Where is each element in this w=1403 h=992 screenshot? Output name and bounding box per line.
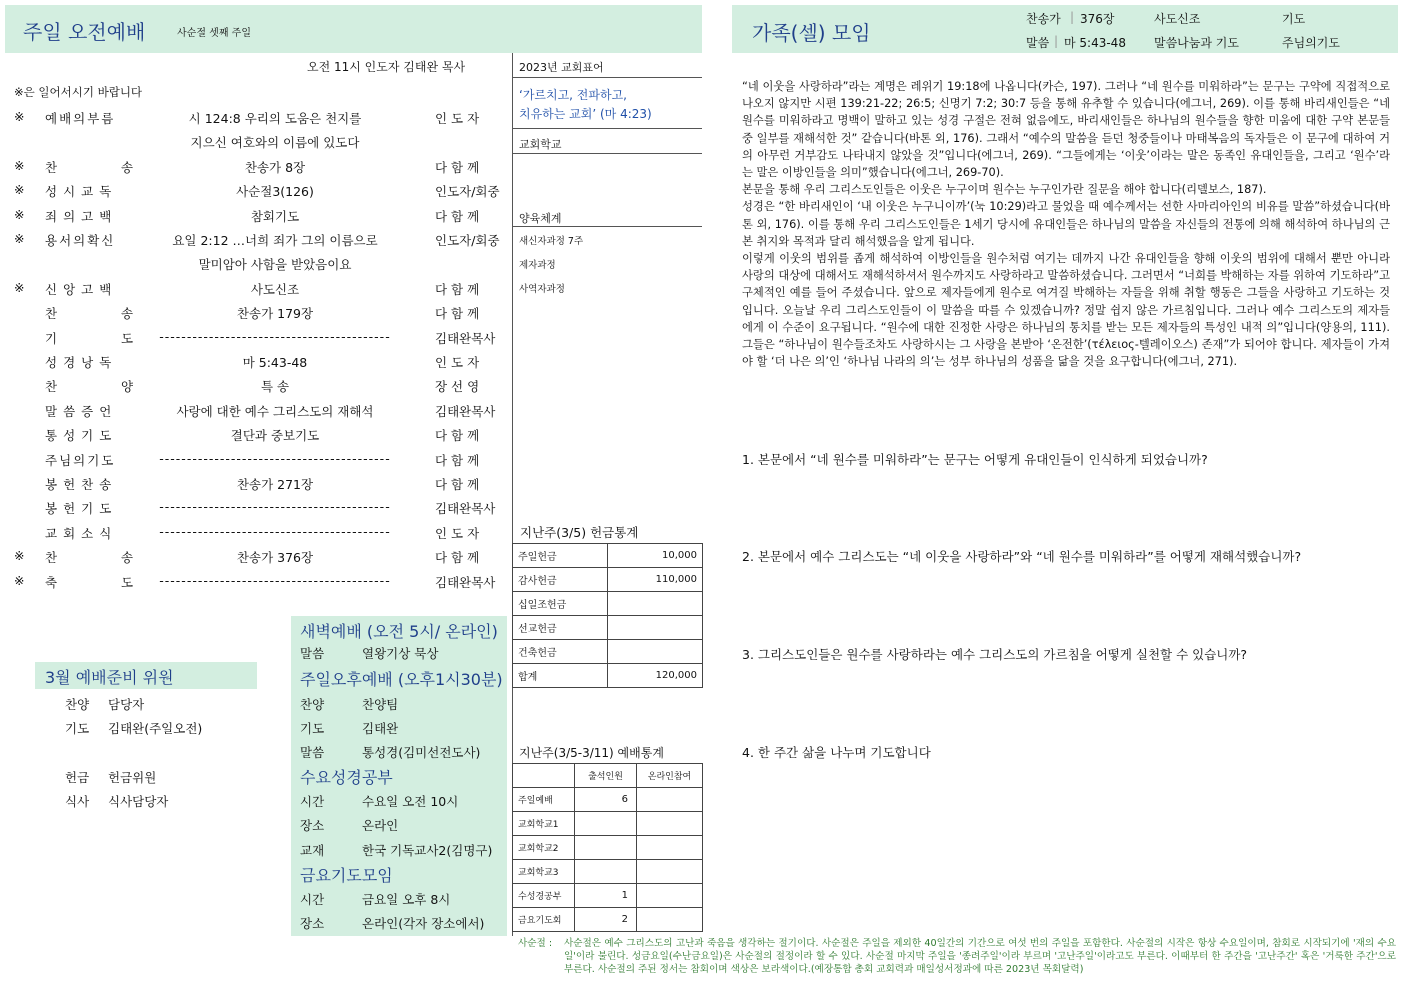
meeting-key: 찬양 (300, 697, 325, 712)
worship-row (0, 251, 512, 275)
prep-value: 헌금위원 (108, 770, 157, 785)
item-content: 찬송가 179장 (236, 306, 314, 322)
training-item: 새신자과정 7주 (519, 236, 584, 247)
offering-label: 주일헌금 (513, 544, 608, 568)
meeting-value: 열왕기상 묵상 (362, 646, 439, 661)
item-leader: 다 함 께 (435, 306, 480, 322)
item-content: 요일 2:12 …너희 죄가 그의 이름으로 (172, 233, 378, 248)
item-leader: 김태완목사 (435, 501, 496, 517)
item-name: 봉헌찬송 (45, 477, 118, 492)
item-name: 통성기도 (45, 428, 118, 444)
meeting-value: 통성경(김미선전도사) (362, 745, 481, 760)
offering-title: 지난주(3/5) 헌금통계 (520, 525, 639, 540)
attendance-online (637, 908, 703, 932)
meeting-key: 시간 (300, 794, 325, 809)
wed-title: 수요성경공부 (300, 768, 393, 787)
lent-text: 사순절은 예수 그리스도의 고난과 죽음을 생각하는 절기이다. 사순절은 주일을 제외한 40일간의 기간으로 여섯 번의 주일을 포함한다. 사순절의 시작은 항상 수요일이며, 참회로 시작되기에 '재의 수요일'이라 불린다. 성금요일(수난금요일)은 사순절의 절정이라 할 수 있다. 사순절 마지막 주일을 '종려주일'이라 부르며 '고난주일'이라고도 부른다. 이때부터 한 주간을 '고난주간' 혹은 '거룩한 주간'으로 부른다. 사순절의 주된 정서는 참회이며 색상은 보라색이다.(예장통합 총회 교회력과 매일성서정과에 따른 2023년 목회달력) (564, 938, 1396, 975)
item-content: 찬송가 376장 (236, 550, 314, 566)
worship-row (0, 203, 512, 227)
attendance-label: 주일예배 (513, 788, 575, 812)
worship-row (0, 276, 512, 300)
attendance-online (637, 884, 703, 908)
service-subtitle: 사순절 셋째 주일 (177, 28, 251, 39)
item-name: 찬 송 (45, 550, 164, 566)
attendance-row (513, 836, 703, 860)
item-name: 용서의확신 (45, 233, 116, 248)
attendance-table (512, 763, 703, 932)
training-divider (512, 226, 702, 227)
star: ※ (14, 548, 25, 564)
worship-row (0, 373, 512, 397)
cell-hymn-label: 찬송가 (1026, 12, 1061, 26)
item-name: 찬 양 (45, 379, 164, 395)
attendance-row (513, 884, 703, 908)
cell-prayer: 기도 (1282, 12, 1306, 26)
item-leader: 인 도 자 (435, 525, 480, 541)
item-name: 봉헌기도 (45, 501, 118, 517)
meeting-key: 말씀 (300, 745, 325, 760)
item-leader: 인도자/회중 (435, 233, 500, 248)
star: ※ (14, 231, 25, 246)
meeting-value: 수요일 오전 10시 (362, 794, 459, 809)
item-name: 찬 송 (45, 306, 164, 322)
question-3: 3. 그리스도인들은 원수를 사랑하라는 예수 그리스도의 가르침을 어떻게 실천할 수 있습니까? (742, 647, 1248, 662)
cell-creed: 사도신조 (1154, 12, 1201, 26)
item-content: ------------------------------------------ (159, 523, 391, 539)
attendance-present (575, 812, 637, 836)
item-name: 기 도 (45, 330, 164, 346)
motto-year: 2023년 교회표어 (519, 61, 604, 74)
item-content: 찬송가 8장 (244, 159, 306, 175)
worship-row (0, 569, 512, 593)
training-item: 제자과정 (519, 260, 556, 271)
attendance-label: 교회학교3 (513, 860, 575, 884)
attendance-present: 1 (575, 884, 637, 908)
cell-sep: | (1070, 10, 1075, 24)
cell-sep2: | (1054, 34, 1059, 48)
item-leader: 다 함 께 (435, 428, 480, 444)
item-leader: 다 함 께 (435, 208, 480, 224)
offering-table (512, 543, 703, 688)
meeting-key: 시간 (300, 892, 325, 907)
offering-label: 건축헌금 (513, 640, 608, 664)
school-divider-top (512, 128, 702, 129)
cell-lords-prayer: 주님의기도 (1282, 36, 1340, 50)
item-content: 마 5:43-48 (242, 355, 308, 370)
meeting-key: 장소 (300, 818, 325, 833)
item-leader: 다 함 께 (435, 159, 480, 175)
service-header (5, 5, 702, 53)
item-content: ------------------------------------------ (159, 328, 391, 344)
prep-header (35, 662, 257, 689)
item-name: 찬 송 (45, 159, 164, 175)
worship-row (0, 544, 512, 568)
star: ※ (14, 109, 25, 124)
item-content: 참회기도 (250, 208, 300, 224)
attendance-header-row (513, 764, 703, 788)
attendance-present (575, 836, 637, 860)
attendance-label: 교회학교2 (513, 836, 575, 860)
item-name: 성시교독 (45, 184, 118, 200)
item-name: 성경낭독 (45, 355, 118, 370)
item-name: 신앙고백 (45, 281, 118, 297)
prep-value: 김태완(주일오전) (108, 721, 203, 736)
item-leader: 김태완목사 (435, 403, 496, 419)
offering-label: 합계 (513, 664, 608, 688)
worship-row (0, 227, 512, 251)
meeting-value: 한국 기독교사2(김명구) (362, 843, 493, 858)
attendance-label: 금요기도회 (513, 908, 575, 932)
attendance-row (513, 860, 703, 884)
worship-row (0, 422, 512, 446)
offering-label: 십일조헌금 (513, 592, 608, 616)
worship-row (0, 349, 512, 373)
star: ※ (14, 279, 25, 295)
worship-row (0, 129, 512, 153)
item-leader: 인도자/회중 (435, 184, 500, 200)
prep-key: 헌금 (65, 770, 90, 785)
item-content: 결단과 중보기도 (230, 428, 320, 444)
cell-hymn-no: 376장 (1080, 12, 1115, 26)
cell-passage: 마 5:43-48 (1064, 36, 1126, 50)
offering-row (513, 592, 703, 616)
item-content: ------------------------------------------ (159, 499, 391, 515)
offering-value (608, 616, 703, 640)
worship-row (0, 178, 512, 202)
meeting-value: 김태완 (362, 721, 399, 736)
star: ※ (14, 157, 25, 173)
offering-value: 110,000 (608, 568, 703, 592)
star: ※ (14, 572, 25, 588)
worship-row (0, 154, 512, 178)
prep-key: 식사 (65, 794, 90, 809)
worship-row (0, 520, 512, 544)
question-2: 2. 본문에서 예수 그리스도는 “네 이웃을 사랑하라”와 “네 원수를 미워하라”를 어떻게 재해석했습니까? (742, 549, 1302, 564)
training-item: 사역자과정 (519, 284, 565, 295)
item-name: 주님의기도 (45, 452, 116, 468)
item-content: 특 송 (260, 379, 290, 395)
attendance-header (513, 764, 575, 788)
question-1: 1. 본문에서 “네 원수를 미워하라”는 문구는 어떻게 유대인들이 인식하게 되었습니까? (742, 452, 1208, 467)
item-content: 사도신조 (250, 281, 300, 297)
school-divider-bottom (512, 153, 702, 154)
worship-row (0, 300, 512, 324)
service-title: 주일 오전예배 (23, 20, 146, 44)
leader-line: 오전 11시 인도자 김태완 목사 (307, 60, 466, 74)
prep-key: 기도 (65, 721, 90, 736)
prep-title: 3월 예배준비 위원 (45, 668, 174, 687)
item-leader: 인 도 자 (435, 111, 480, 126)
item-content: 지으신 여호와의 이름에 있도다 (190, 135, 360, 151)
item-leader: 김태완목사 (435, 574, 496, 590)
meeting-value: 온라인 (362, 818, 399, 833)
question-4: 4. 한 주간 삶을 나누며 기도합니다 (742, 745, 931, 760)
attendance-row (513, 788, 703, 812)
item-name: 교회소식 (45, 525, 118, 541)
church-school: 교회학교 (519, 138, 562, 151)
motto-divider (512, 77, 702, 78)
prep-value: 담당자 (108, 697, 145, 712)
worship-row (0, 471, 512, 495)
lent-label: 사순절 : (518, 938, 553, 949)
offering-value (608, 592, 703, 616)
worship-row (0, 105, 512, 129)
meeting-key: 기도 (300, 721, 325, 736)
offering-row (513, 616, 703, 640)
attendance-title: 지난주(3/5-3/11) 예배통계 (519, 746, 664, 760)
item-leader: 다 함 께 (435, 452, 480, 468)
item-name: 말씀증언 (45, 403, 118, 419)
offering-row (513, 568, 703, 592)
cell-title: 가족(셀) 모임 (752, 21, 871, 45)
item-content: ------------------------------------------ (159, 572, 391, 588)
attendance-online (637, 812, 703, 836)
item-content: 시 124:8 우리의 도움은 천지를 (188, 111, 362, 126)
offering-row (513, 664, 703, 688)
item-leader: 다 함 께 (435, 477, 480, 492)
meeting-value: 찬양팀 (362, 697, 399, 712)
offering-value: 10,000 (608, 544, 703, 568)
star: ※ (14, 182, 25, 198)
item-content: 사순절3(126) (236, 184, 314, 200)
study-text: “네 이웃을 사랑하라”라는 계명은 레위기 19:18에 나옵니다(카슨, 197). 그러나 “네 원수를 미워하라”는 문구는 구약에 직접적으로 나오지 않지만 시편 139:21-22; 26:5; 신명기 7:2; 30:7 등을 통해 유추할 수 있습니다(에그너, 269). 이를 통해 바리새인들은 “네 원수를 미워하라고 명백이 말하고 있는 성경 구절은 전혀 없음에도, 바리새인들은 하나님의 원수들을 향한 미움에 대한 구약 본문들 중 일부를 재해석한 것” 같습니다(바톤 외, 176). 그래서 “예수의 말씀을 듣던 청중들이나 마태복음의 독자들은 이 문구에 대하여 거의 아무런 거부감도 나타내지 않았을 것”입니다(에그너, 269). “그들에게는 ‘이웃’이라는 말은 동족인 유대인들을, 그리고 ‘원수’라는 말은 이방인들을 의미”했습니다(에그너, 269-70). 본문을 통해 우리 그리스도인들은 이웃은 누구이며 원수는 누구인가란 질문을 해야 합니다(리델보스, 187). 성경은 “한 바리새인이 ‘내 이웃은 누구니이까’(눅 10:29)라고 물었을 때 예수께서는 선한 사마리아인의 비유를 말씀”하셨습니다(바톤 외, 176). 이를 통해 우리 그리스도인들은 1세기 당시에 유대인들은 하나님의 말씀을 자신들의 전통에 의해 해석하여 하나님의 근본 취지와 목적과 달리 해석했음을 알게 됩니다. 이렇게 이웃의 범위를 좁게 해석하여 이방인들을 원수처럼 여기는 데까지 나간 유대인들을 향해 이웃의 범위에 대해서 뿐만 아니라 사랑의 대상에 대해서도 재해석하셔서 원수까지도 사랑하라고 말씀하셨습니다. 그러면서 “너희를 박해하는 자를 위하여 기도하라”고 구체적인 예를 들어 주셨습니다. 앞으로 제자들에게 원수로 여겨질 박해하는 자들을 위해 취할 행동은 그들을 사랑하고 기도하는 것입니다. 오늘날 우리 그리스도인들이 이 말씀을 따를 수 있겠습니까? 정말 쉽지 않은 가르침입니다. 그러나 예수 그리스도의 제자들에게 이 수준이 요구됩니다. “원수에 대한 진정한 사랑은 하나님의 통치를 받는 모든 제자들의 특성인 내적 의”입니다(양용의, 111). 그들은 “하나님이 원수들조차도 사랑하시는 그 사랑을 본받아 ‘온전한’(τέλειος-텔레이오스) 존재”가 되어야 합니다. 제자들이 가져야 할 ‘더 나은 의’인 ‘하나님 나라의 의’는 성부 하나님의 성품을 닮을 것을 요구합니다(에그너, 271). (742, 80, 1390, 369)
fri-title: 금요기도모임 (300, 866, 393, 885)
meeting-key: 장소 (300, 916, 325, 931)
item-leader: 인 도 자 (435, 355, 480, 370)
attendance-label: 수성경공부 (513, 884, 575, 908)
attendance-label: 교회학교1 (513, 812, 575, 836)
meeting-value: 금요일 오후 8시 (362, 892, 451, 907)
worship-row (0, 495, 512, 519)
offering-label: 선교헌금 (513, 616, 608, 640)
dawn-title: 새벽예배 (오전 5시/ 온라인) (300, 622, 498, 641)
offering-row (513, 640, 703, 664)
attendance-present: 2 (575, 908, 637, 932)
meeting-key: 교재 (300, 843, 325, 858)
attendance-header: 온라인참여 (637, 764, 703, 788)
motto-line-1: ‘가르치고, 전파하고, (519, 88, 627, 102)
item-leader: 김태완목사 (435, 330, 496, 346)
attendance-online (637, 836, 703, 860)
meeting-key: 말씀 (300, 646, 325, 661)
item-leader: 다 함 께 (435, 281, 480, 297)
offering-value (608, 640, 703, 664)
afternoon-title: 주일오후예배 (오후1시30분) (300, 670, 503, 689)
item-content: 말미암아 사함을 받았음이요 (198, 257, 352, 273)
attendance-online (637, 788, 703, 812)
item-name: 예배의부름 (45, 111, 116, 126)
training-title: 양육체계 (519, 212, 562, 225)
worship-row (0, 325, 512, 349)
attendance-online (637, 860, 703, 884)
offering-label: 감사헌금 (513, 568, 608, 592)
item-name: 죄의고백 (45, 208, 118, 224)
item-name: 축 도 (45, 574, 164, 590)
cell-word-label: 말씀 (1026, 36, 1050, 50)
attendance-present: 6 (575, 788, 637, 812)
prep-value: 식사담당자 (108, 794, 169, 809)
prep-key: 찬양 (65, 697, 90, 712)
star: ※ (14, 206, 25, 222)
item-leader: 다 함 께 (435, 550, 480, 566)
offering-row (513, 544, 703, 568)
item-content: 찬송가 271장 (236, 477, 314, 492)
stand-note: ※은 일어서시기 바랍니다 (14, 85, 143, 99)
attendance-present (575, 860, 637, 884)
offering-value: 120,000 (608, 664, 703, 688)
attendance-row (513, 908, 703, 932)
cell-sharing: 말씀나눔과 기도 (1154, 36, 1239, 50)
cell-header (732, 5, 1398, 53)
meeting-value: 온라인(각자 장소에서) (362, 916, 485, 931)
item-leader: 장 선 영 (435, 379, 480, 395)
attendance-row (513, 812, 703, 836)
attendance-header: 출석인원 (575, 764, 637, 788)
worship-row (0, 398, 512, 422)
motto-line-2: 치유하는 교회’ (마 4:23) (519, 107, 652, 121)
item-content: ------------------------------------------ (159, 450, 391, 466)
item-content: 사랑에 대한 예수 그리스도의 재해석 (176, 403, 374, 419)
worship-row (0, 447, 512, 471)
